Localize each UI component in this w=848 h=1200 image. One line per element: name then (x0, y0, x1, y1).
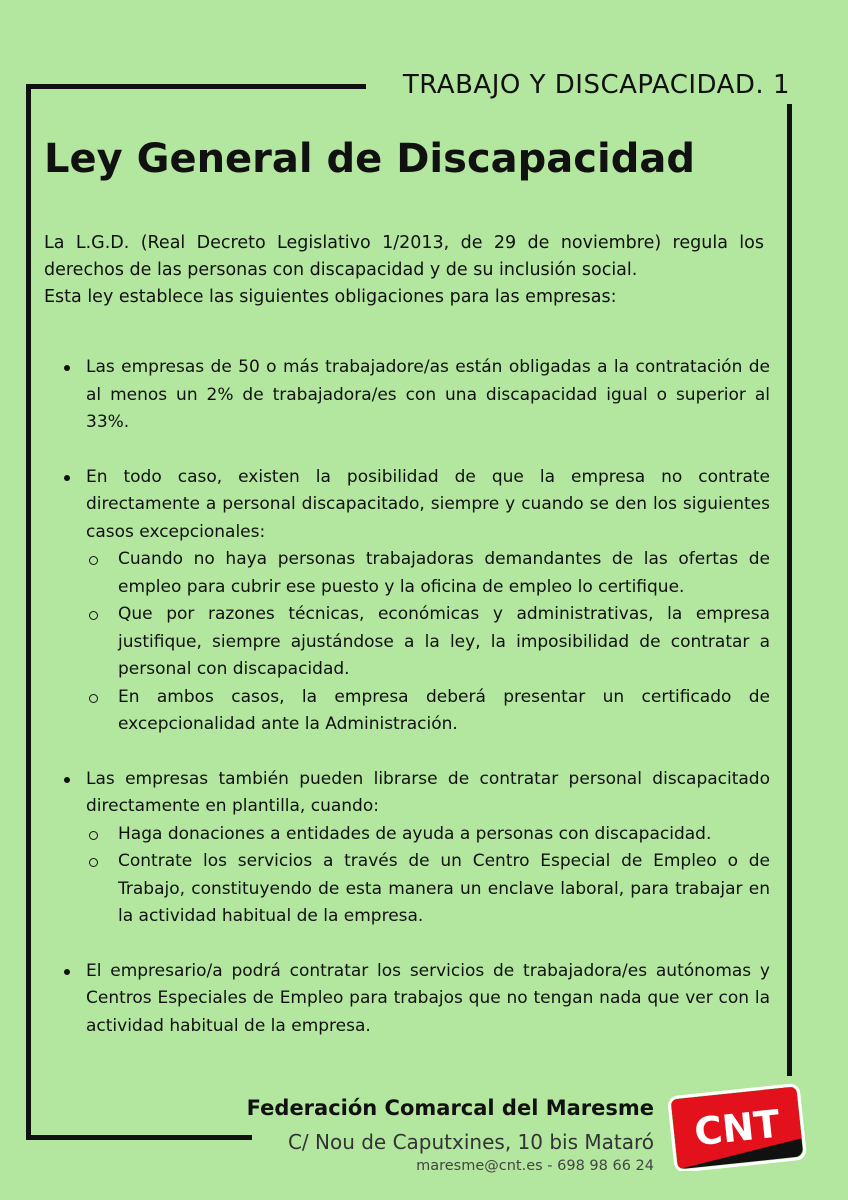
organization-name: Federación Comarcal del Maresme (246, 1096, 654, 1120)
sub-list-item: Cuando no haya personas trabajadoras demandantes de las ofertas de empleo para cubrir ese puesto y la oficina de empleo lo certifique. (86, 546, 770, 601)
list-item-text: En todo caso, existen la posibilidad de que la empresa no contrate directamente a personal discapacitado, siempre y cuando se den los siguientes casos excepcionales: (86, 466, 770, 542)
cnt-logo (666, 1083, 808, 1171)
series-label: TRABAJO Y DISCAPACIDAD. 1 (402, 70, 790, 100)
frame-right-line (787, 104, 792, 1076)
list-item-text: Las empresas también pueden librarse de contratar personal discapacitado directamente en plantilla, cuando: (86, 768, 770, 816)
list-item-text: Las empresas de 50 o más trabajadore/as están obligadas a la contratación de al menos un 2% de trabajadora/es con una discapacidad igual o superior al 33%. (86, 357, 770, 432)
sub-list-item: Contrate los servicios a través de un Centro Especial de Empleo o de Trabajo, constituyendo de esta manera un enclave laboral, para trabajar en la actividad habitual de la empresa. (86, 848, 770, 931)
list-item-text: El empresario/a podrá contratar los servicios de trabajadora/es autónomas y Centros Especiales de Empleo para trabajos que no tengan nada que ver con la actividad habitual de la empresa. (86, 960, 770, 1036)
list-item (56, 354, 770, 437)
frame-left-line (26, 84, 31, 1140)
logo-text: CNT (692, 1101, 782, 1155)
contact-info: maresme@cnt.es - 698 98 66 24 (416, 1158, 654, 1174)
address: C/ Nou de Caputxines, 10 bis Mataró (287, 1130, 654, 1154)
intro-paragraph-2: Esta ley establece las siguientes obligaciones para las empresas: (44, 287, 617, 307)
list-item (56, 766, 770, 931)
intro-paragraph-1: La L.G.D. (Real Decreto Legislativo 1/2013, de 29 de noviembre) regula los derechos de las personas con discapacidad y de su inclusión social. (44, 233, 764, 280)
frame-top-line (26, 84, 366, 89)
obligations-list (56, 354, 770, 1067)
page-title: Ley General de Discapacidad (44, 136, 695, 182)
sub-list-item: Que por razones técnicas, económicas y administrativas, la empresa justifique, siempre ajustándose a la ley, la imposibilidad de contratar a personal con discapacidad. (86, 601, 770, 684)
list-item (56, 464, 770, 739)
frame-bottom-line (26, 1135, 252, 1140)
sub-list-item: Haga donaciones a entidades de ayuda a personas con discapacidad. (86, 821, 770, 849)
intro (44, 230, 764, 311)
sub-list-item: En ambos casos, la empresa deberá presentar un certificado de excepcionalidad ante la Administración. (86, 684, 770, 739)
list-item (56, 958, 770, 1041)
